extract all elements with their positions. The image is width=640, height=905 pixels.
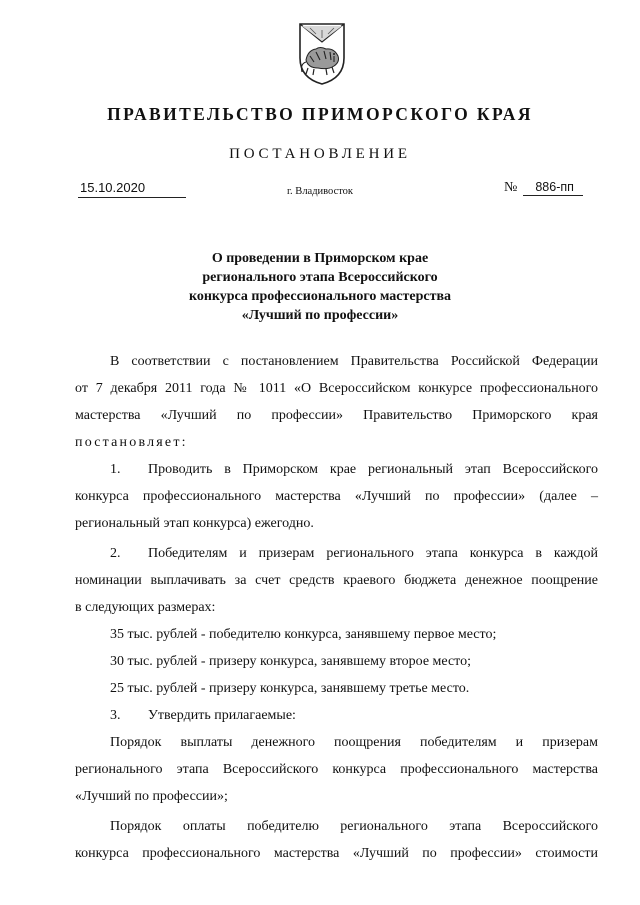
subject-line: «Лучший по профессии» xyxy=(241,308,399,323)
paragraph-line: номинации выплачивать за счет средств краевого бюджета денежное поощрение xyxy=(75,573,598,588)
paragraph-line: Проводить в Приморском крае региональный этап Всероссийского xyxy=(148,462,598,477)
paragraph-line: конкурса профессионального мастерства «Лучший по профессии» (далее – xyxy=(75,489,598,504)
paragraph-line: Порядок выплаты денежного поощрения победителям и призерам xyxy=(110,735,598,750)
paragraph-line: Порядок оплаты победителю регионального этапа Всероссийского xyxy=(110,819,598,834)
paragraph-line: В соответствии с постановлением Правительства Российской Федерации xyxy=(110,354,598,369)
document-number xyxy=(504,180,583,196)
item-number: 3. xyxy=(110,708,121,723)
amount-line: 25 тыс. рублей - призеру конкурса, занявшему третье место. xyxy=(110,681,470,696)
item-2 xyxy=(110,545,598,563)
item-number: 2. xyxy=(110,546,121,561)
paragraph-line: от 7 декабря 2011 года № 1011 «О Всероссийском конкурсе профессионального xyxy=(75,381,598,396)
amount-line: 30 тыс. рублей - призеру конкурса, занявшему второе место; xyxy=(110,654,472,669)
paragraph-line: «Лучший по профессии»; xyxy=(75,789,228,804)
item-1 xyxy=(110,461,598,479)
paragraph-line: Победителям и призерам регионального этапа конкурса в каждой xyxy=(148,546,598,561)
number-sign: № xyxy=(504,180,518,195)
item-number: 1. xyxy=(110,462,121,477)
subject-line: регионального этапа Всероссийского xyxy=(202,270,438,285)
paragraph-line: Утвердить прилагаемые: xyxy=(148,708,296,723)
paragraph-line: регионального этапа Всероссийского конкурса профессионального мастерства xyxy=(75,762,598,777)
subject-line: конкурса профессионального мастерства xyxy=(188,289,452,304)
coat-of-arms-icon xyxy=(296,22,348,86)
document-date: 15.10.2020 xyxy=(78,180,186,198)
number-value: 886-пп xyxy=(523,180,583,196)
subject-line: О проведении в Приморском крае xyxy=(211,251,429,266)
paragraph-line: региональный этап конкурса) ежегодно. xyxy=(75,516,314,531)
government-title: ПРАВИТЕЛЬСТВО ПРИМОРСКОГО КРАЯ xyxy=(107,104,533,124)
paragraph-line: конкурса профессионального мастерства «Лучший по профессии» стоимости xyxy=(75,846,598,861)
document-subject xyxy=(160,249,480,325)
document-city: г. Владивосток xyxy=(286,186,354,197)
document-type: ПОСТАНОВЛЕНИЕ xyxy=(229,146,411,162)
item-3 xyxy=(110,707,598,725)
paragraph-line: постановляет: xyxy=(75,435,188,450)
paragraph-line: в следующих размерах: xyxy=(75,600,216,615)
paragraph-line: мастерства «Лучший по профессии» Правительство Приморского края xyxy=(75,408,598,423)
amount-line: 35 тыс. рублей - победителю конкурса, занявшему первое место; xyxy=(110,627,497,642)
